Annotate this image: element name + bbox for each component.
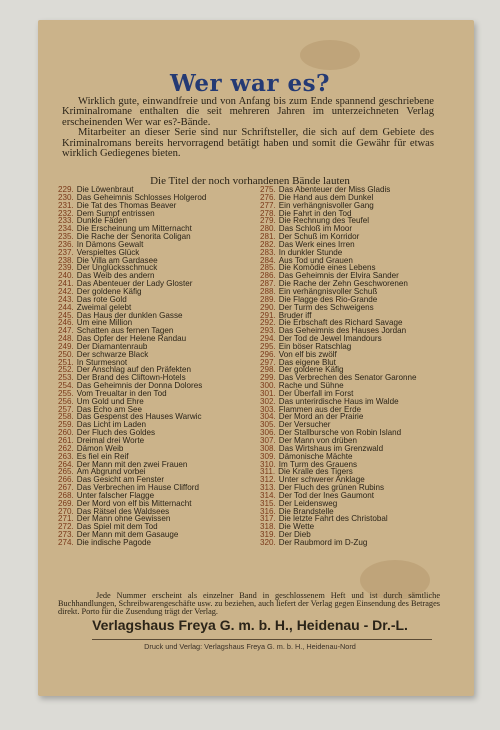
volume-title: Dämonische Mächte — [278, 451, 353, 461]
volume-title: Verspieltes Glück — [76, 247, 140, 257]
volume-number: 241. — [58, 279, 74, 289]
volume-title: Der Fluch des Goldes — [76, 428, 156, 438]
volume-title: Das Geheimnis der Elvira Sander — [278, 271, 399, 281]
volume-title: Der Stallbursche von Robin Island — [278, 428, 402, 438]
intro-paragraph-2: Mitarbeiter an dieser Serie sind nur Schriftsteller, die sich auf dem Gebiete des Kriminalromans bereits hervorragend betätigt haben und somit die Gewähr für etwas wirklich Gediegenes bieten. — [62, 127, 434, 160]
volume-title: Der Unglücksschmuck — [76, 263, 158, 273]
volume-number: 301. — [260, 388, 276, 398]
volume-number: 257. — [58, 404, 74, 414]
volume-title: Die Kralle des Tigers — [278, 467, 353, 477]
volume-title: Die Flagge des Rio-Grande — [278, 294, 378, 304]
volume-title: Das Geheimnis des Hauses Jordan — [278, 326, 407, 336]
paper-stain — [300, 40, 360, 70]
volume-number: 247. — [58, 326, 74, 336]
volume-title: Das Geheimnis Schlosses Holgerod — [76, 192, 207, 202]
printer-imprint: Druck und Verlag: Verlagshaus Freya G. m. b. H., Heidenau-Nord — [144, 642, 356, 651]
volume-number: 293. — [260, 326, 276, 336]
volume-number: 242. — [58, 286, 74, 296]
volume-title: In Sturmesnot — [76, 357, 128, 367]
volume-title: Der Tod der Ines Gaumont — [278, 490, 374, 500]
volume-title: Die Wette — [278, 522, 315, 532]
volume-number: 249. — [58, 341, 74, 351]
volume-number: 303. — [260, 404, 276, 414]
volume-number: 282. — [260, 239, 276, 249]
volume-title: Der Leidensweg — [278, 498, 338, 508]
volume-number: 233. — [58, 216, 74, 226]
volume-number: 286. — [260, 271, 276, 281]
volume-number: 273. — [58, 530, 74, 540]
volume-title: Das Gesicht am Fenster — [76, 475, 165, 485]
volume-number: 314. — [260, 490, 276, 500]
volume-number: 264. — [58, 459, 74, 469]
volume-title: Die Erscheinung um Mitternacht — [76, 224, 192, 234]
volume-title: Das Haus der dunklen Gasse — [76, 310, 183, 320]
volume-number: 285. — [260, 263, 276, 273]
volume-title: Das Abenteuer der Lady Gloster — [76, 279, 193, 289]
volume-number: 269. — [58, 498, 74, 508]
volume-number: 291. — [260, 310, 276, 320]
list-heading: Die Titel der noch vorhandenen Bände lauten — [150, 175, 350, 187]
volume-title: Schatten aus fernen Tagen — [76, 326, 174, 336]
volume-title: In Dämons Gewalt — [76, 239, 144, 249]
volume-title: Unter schwerer Anklage — [278, 475, 365, 485]
volume-number: 253. — [58, 373, 74, 383]
volume-number: 292. — [260, 318, 276, 328]
volume-number: 308. — [260, 443, 276, 453]
volume-number: 265. — [58, 467, 74, 477]
volume-title: Ein böser Ratschlag — [278, 341, 352, 351]
volume-number: 268. — [58, 490, 74, 500]
volume-title: In dunkler Stunde — [278, 247, 343, 257]
volume-number: 280. — [260, 224, 276, 234]
volume-number: 312. — [260, 475, 276, 485]
volume-number: 244. — [58, 302, 74, 312]
volume-number: 311. — [260, 467, 276, 477]
volume-title: Die letzte Fahrt des Christobal — [278, 514, 388, 524]
volume-number: 232. — [58, 208, 74, 218]
volume-number: 278. — [260, 208, 276, 218]
volume-number: 296. — [260, 349, 276, 359]
volume-title: Der goldene Käfig — [278, 365, 344, 375]
volume-title: Der Mann ohne Gewissen — [76, 514, 171, 524]
volume-title: Das Spiel mit dem Tod — [76, 522, 158, 532]
volume-title: Der Mord von elf bis Mitternacht — [76, 498, 192, 508]
volume-number: 289. — [260, 294, 276, 304]
volume-title: Rache und Sühne — [278, 381, 344, 391]
volume-title: Der Turm des Schweigens — [278, 302, 374, 312]
volume-number: 270. — [58, 506, 74, 516]
volume-title: Die indische Pagode — [76, 537, 152, 547]
volume-number: 262. — [58, 443, 74, 453]
ordering-notice-text: Jede Nummer erscheint als einzelner Band in geschlossenem Heft und ist durch sämtliche Buchhandlungen, Schreibwarengeschäfte usw. zu beziehen, auch liefert der Verlag gegen Einsendung des Betrages direkt. Porto für die Zusendung trägt der Verlag. — [58, 591, 440, 616]
volume-title: Das Gespenst des Hauses Warwic — [76, 412, 202, 422]
volume-number: 277. — [260, 200, 276, 210]
volume-title: Zweimal gelebt — [76, 302, 132, 312]
volume-number: 255. — [58, 388, 74, 398]
volume-title: Das Echo am See — [76, 404, 142, 414]
volume-number: 302. — [260, 396, 276, 406]
volume-number: 251. — [58, 357, 74, 367]
volume-number: 248. — [58, 334, 74, 344]
volume-number: 307. — [260, 436, 276, 445]
volume-title: Am Abgrund vorbei — [76, 467, 146, 477]
volume-title: Bruder iff — [278, 310, 312, 320]
volume-title: Dreimal drei Worte — [76, 436, 145, 445]
volume-title: Dem Sumpf entrissen — [76, 208, 155, 218]
volume-number: 266. — [58, 475, 74, 485]
volume-number: 315. — [260, 498, 276, 508]
title-list-left — [58, 186, 248, 547]
volume-number: 318. — [260, 522, 276, 532]
volume-title: Das Geheimnis der Donna Dolores — [76, 381, 203, 391]
volume-number: 310. — [260, 459, 276, 469]
volume-title: Ein verhängnisvoller Schuß — [278, 286, 378, 296]
volume-number: 236. — [58, 239, 74, 249]
volume-number: 284. — [260, 255, 276, 265]
volume-title: Das Abenteuer der Miss Gladis — [278, 186, 391, 194]
list-item — [58, 539, 248, 547]
volume-number: 306. — [260, 428, 276, 438]
volume-title: Der Mord an der Prairie — [278, 412, 364, 422]
volume-title: Der goldene Käfig — [76, 286, 142, 296]
volume-number: 229. — [58, 186, 74, 194]
volume-number: 288. — [260, 286, 276, 296]
volume-number: 231. — [58, 200, 74, 210]
volume-number: 300. — [260, 381, 276, 391]
volume-title: Das unterirdische Haus im Walde — [278, 396, 399, 406]
volume-title: Die Brandstelle — [278, 506, 334, 516]
volume-number: 313. — [260, 483, 276, 493]
volume-title: Die Fahrt in den Tod — [278, 208, 352, 218]
volume-number: 320. — [260, 537, 276, 547]
volume-number: 290. — [260, 302, 276, 312]
volume-number: 317. — [260, 514, 276, 524]
volume-title: Der Mann mit dem Gasauge — [76, 530, 179, 540]
volume-number: 274. — [58, 537, 74, 547]
volume-number: 250. — [58, 349, 74, 359]
volume-title: Das rote Gold — [76, 294, 127, 304]
volume-number: 254. — [58, 381, 74, 391]
volume-title: Die Rechnung des Teufel — [278, 216, 370, 226]
volume-title: Die Tat des Thomas Beaver — [76, 200, 177, 210]
volume-title: Das Weib des andern — [76, 271, 155, 281]
volume-number: 287. — [260, 279, 276, 289]
volume-number: 246. — [58, 318, 74, 328]
volume-number: 245. — [58, 310, 74, 320]
volume-number: 259. — [58, 420, 74, 430]
volume-number: 297. — [260, 357, 276, 367]
volume-number: 319. — [260, 530, 276, 540]
volume-title: Um Gold und Ehre — [76, 396, 144, 406]
volume-title: Die Komödie eines Lebens — [278, 263, 376, 273]
volume-title: Der Diamantenraub — [76, 341, 148, 351]
volume-title: Die Rache der Senorita Coligan — [76, 232, 191, 242]
volume-title: Der Tod de Jewel Imandours — [278, 334, 382, 344]
volume-number: 235. — [58, 232, 74, 242]
title-list-right — [260, 186, 436, 547]
volume-title: Der Raubmord im D-Zug — [278, 537, 368, 547]
volume-title: Das eigene Blut — [278, 357, 336, 367]
volume-title: Aus Tod und Grauen — [278, 255, 353, 265]
list-item — [260, 539, 436, 547]
volume-title: Dunkle Fäden — [76, 216, 128, 226]
volume-number: 298. — [260, 365, 276, 375]
divider — [92, 639, 432, 640]
volume-number: 272. — [58, 522, 74, 532]
volume-number: 304. — [260, 412, 276, 422]
volume-title: Dämon Weib — [76, 443, 124, 453]
intro-text — [62, 97, 434, 159]
volume-title: Vom Treualtar in den Tod — [76, 388, 167, 398]
volume-number: 252. — [58, 365, 74, 375]
volume-title: Das Wirtshaus im Grenzwald — [278, 443, 384, 453]
volume-number: 238. — [58, 255, 74, 265]
volume-number: 283. — [260, 247, 276, 257]
volume-title: Das Verbrechen im Hause Clifford — [76, 483, 199, 493]
volume-title: Die Erbschaft des Richard Savage — [278, 318, 403, 328]
volume-title: Das Werk eines Irren — [278, 239, 355, 249]
volume-title: Von elf bis zwölf — [278, 349, 337, 359]
volume-title: Der Anschlag auf den Präfekten — [76, 365, 192, 375]
volume-number: 299. — [260, 373, 276, 383]
volume-title: Um eine Million — [76, 318, 133, 328]
volume-number: 263. — [58, 451, 74, 461]
volume-title: Die Rache der Zehn Geschworenen — [278, 279, 408, 289]
volume-number: 294. — [260, 334, 276, 344]
volume-number: 240. — [58, 271, 74, 281]
page-title: Wer war es? — [169, 70, 331, 97]
volume-title: Es fiel ein Reif — [76, 451, 129, 461]
volume-title: Der Fluch des grünen Rubins — [278, 483, 385, 493]
volume-number: 309. — [260, 451, 276, 461]
volume-title: Unter falscher Flagge — [76, 490, 155, 500]
volume-title: Der Mann von drüben — [278, 436, 358, 445]
volume-number: 237. — [58, 247, 74, 257]
volume-title: Die Villa am Gardasee — [76, 255, 158, 265]
volume-title: Der Brand des Cliftown-Hotels — [76, 373, 186, 383]
volume-title: Der Schuß im Korridor — [278, 232, 360, 242]
volume-number: 258. — [58, 412, 74, 422]
volume-title: Das Schloß im Moor — [278, 224, 353, 234]
volume-title: Der Versucher — [278, 420, 331, 430]
volume-number: 239. — [58, 263, 74, 273]
volume-number: 256. — [58, 396, 74, 406]
volume-title: Die Hand aus dem Dunkel — [278, 192, 374, 202]
volume-number: 234. — [58, 224, 74, 234]
volume-title: Das Opfer der Helene Randau — [76, 334, 187, 344]
volume-number: 261. — [58, 436, 74, 445]
volume-number: 316. — [260, 506, 276, 516]
volume-number: 267. — [58, 483, 74, 493]
volume-number: 276. — [260, 192, 276, 202]
volume-title: Ein verhängnisvoller Gang — [278, 200, 374, 210]
volume-number: 295. — [260, 341, 276, 351]
volume-title: Im Turm des Grauens — [278, 459, 358, 469]
volume-title: Der Mann mit den zwei Frauen — [76, 459, 188, 469]
publisher-name: Verlagshaus Freya G. m. b. H., Heidenau - Dr.-L. — [92, 617, 408, 633]
volume-title: Das Licht im Laden — [76, 420, 147, 430]
intro-paragraph-1: Wirklich gute, einwandfreie und von Anfang bis zum Ende spannend geschriebene Kriminalromane enthalten die seit mehreren Jahren im unterzeichneten Verlag erscheinenden Wer war es?-Bände. — [62, 96, 434, 128]
volume-title: Der Überfall im Forst — [278, 388, 354, 398]
volume-number: 281. — [260, 232, 276, 242]
volume-title: Der schwarze Black — [76, 349, 149, 359]
volume-title: Die Löwenbraut — [76, 186, 134, 194]
volume-title: Das Verbrechen des Senator Garonne — [278, 373, 417, 383]
volume-number: 305. — [260, 420, 276, 430]
volume-number: 271. — [58, 514, 74, 524]
volume-number: 230. — [58, 192, 74, 202]
volume-title: Das Rätsel des Waldsees — [76, 506, 170, 516]
volume-title: Der Dieb — [278, 530, 311, 540]
volume-number: 275. — [260, 186, 276, 194]
ordering-notice — [58, 592, 440, 615]
volume-title: Flammen aus der Erde — [278, 404, 362, 414]
volume-number: 243. — [58, 294, 74, 304]
volume-number: 279. — [260, 216, 276, 226]
volume-number: 260. — [58, 428, 74, 438]
